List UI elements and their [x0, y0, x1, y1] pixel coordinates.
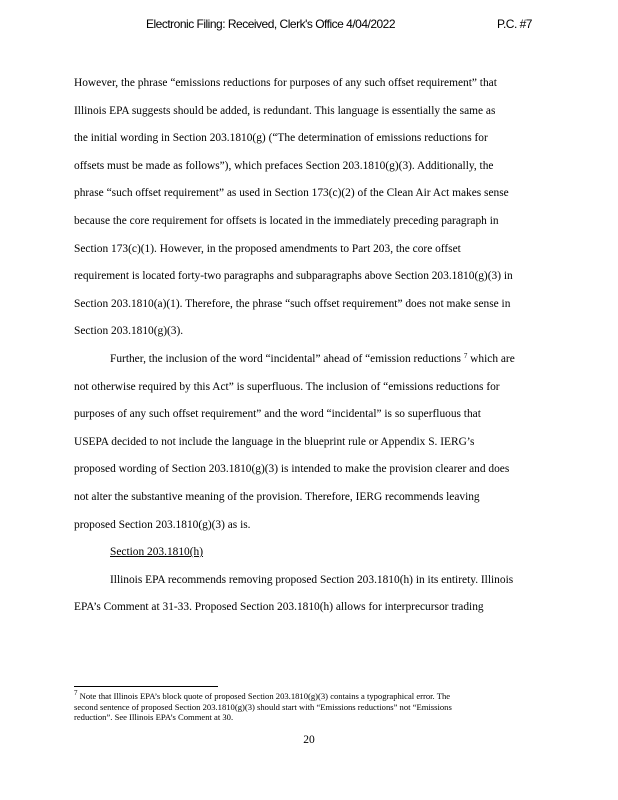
body-line: requirement is located forty-two paragraphs and subparagraphs above Section 203.1810(g)(3) in [74, 270, 513, 283]
footnote-number: 7 [74, 689, 78, 697]
public-comment-number: P.C. #7 [497, 17, 532, 31]
footnote-line [74, 691, 544, 702]
body-line: Section 203.1810(a)(1). Therefore, the phrase “such offset requirement” does not make sense in [74, 297, 511, 310]
footnote [74, 691, 544, 723]
body-line: the initial wording in Section 203.1810(g) (“The determination of emissions reductions for [74, 132, 488, 145]
body-line [74, 346, 544, 374]
page-header [0, 17, 618, 33]
body-line: not otherwise required by this Act” is superfluous. The inclusion of “emissions reductions for [74, 380, 500, 393]
body-line: Illinois EPA suggests should be added, is redundant. This language is essentially the same as [74, 104, 496, 117]
body-line: Section 203.1810(g)(3). [74, 325, 184, 338]
section-heading-line [74, 539, 544, 567]
body-line: because the core requirement for offsets is located in the immediately preceding paragraph in [74, 214, 499, 227]
section-heading: Section 203.1810(h) [110, 546, 204, 559]
footnote-separator [74, 686, 218, 687]
body-line: purposes of any such offset requirement” and the word “incidental” is so superfluous that [74, 408, 481, 421]
body-line: However, the phrase “emissions reductions for purposes of any such offset requirement” that [74, 77, 497, 89]
body-line: Section 173(c)(1). However, in the proposed amendments to Part 203, the core offset [74, 242, 461, 255]
filing-stamp: Electronic Filing: Received, Clerk's Office 4/04/2022 [146, 17, 396, 31]
body-line: EPA’s Comment at 31-33. Proposed Section 203.1810(h) allows for interprecursor trading [74, 601, 484, 614]
body-line: USEPA decided to not include the language in the blueprint rule or Appendix S. IERG’s [74, 435, 475, 448]
body-text: Further, the inclusion of the word “incidental” ahead of “emission reductions [110, 352, 461, 365]
body-line: phrase “such offset requirement” as used in Section 173(c)(2) of the Clean Air Act makes sense [74, 187, 509, 200]
body-line: proposed wording of Section 203.1810(g)(3) is intended to make the provision clearer and does [74, 463, 510, 476]
body-line: Illinois EPA recommends removing proposed Section 203.1810(h) in its entirety. Illinois [110, 573, 514, 586]
page-number: 20 [303, 734, 315, 746]
body-text: which are [467, 352, 515, 365]
body-line: offsets must be made as follows”), which prefaces Section 203.1810(g)(3). Additionally, the [74, 159, 494, 172]
footnote-text: Note that Illinois EPA’s block quote of proposed Section 203.1810(g)(3) contains a typographical error. The [77, 691, 451, 701]
body-line: not alter the substantive meaning of the provision. Therefore, IERG recommends leaving [74, 490, 480, 503]
footnote-marker[interactable]: 7 [463, 351, 468, 360]
document-body [74, 70, 544, 622]
footnote-line: reduction”. See Illinois EPA’s Comment at 30. [74, 712, 234, 723]
body-line: proposed Section 203.1810(g)(3) as is. [74, 518, 251, 531]
footnote-line: second sentence of proposed Section 203.1810(g)(3) should start with “Emissions reductions” not “Emissions [74, 701, 452, 712]
